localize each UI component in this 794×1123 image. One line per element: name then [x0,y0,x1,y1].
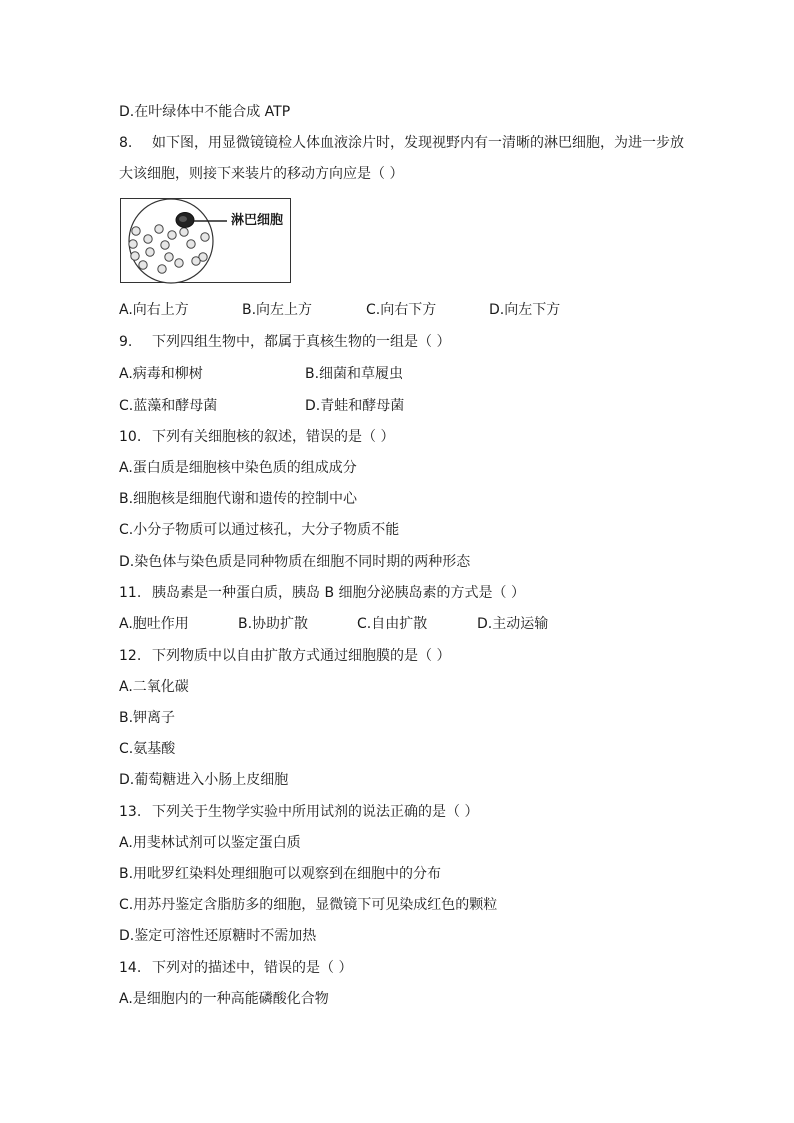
q8-stem-line2: 大该细胞，则接下来装片的移动方向应是（ ） [119,166,404,182]
q11-option-d: D.主动运输 [477,616,549,632]
q9-option-c: C.蓝藻和酵母菌 [119,398,218,414]
q9-stem-text: 下列四组生物中，都属于真核生物的一组是（ ） [152,334,451,350]
q11-option-c: C.自由扩散 [357,616,428,632]
microscope-field-drawing [121,199,292,284]
q10-option-b: B.细胞核是细胞代谢和遗传的控制中心 [119,491,358,507]
q7-option-d: D.在叶绿体中不能合成 ATP [119,104,291,120]
q11-stem-text: 胰岛素是一种蛋白质，胰岛 B 细胞分泌胰岛素的方式是（ ） [152,585,525,601]
figure-label-lymphocyte: 淋巴细胞 [231,213,284,228]
q14-option-a: A.是细胞内的一种高能磷酸化合物 [119,991,329,1007]
q8-option-b: B.向左上方 [242,302,313,318]
q13-option-c: C.用苏丹鉴定含脂肪多的细胞，显微镜下可见染成红色的颗粒 [119,897,498,913]
q12-option-d: D.葡萄糖进入小肠上皮细胞 [119,772,289,788]
q13-stem-text: 下列关于生物学实验中所用试剂的说法正确的是（ ） [152,804,479,820]
q14-stem-text: 下列对的描述中，错误的是（ ） [152,960,353,976]
microscope-field-figure [120,198,291,283]
q12-option-c: C.氨基酸 [119,741,176,757]
q12-stem-text: 下列物质中以自由扩散方式通过细胞膜的是（ ） [152,648,451,664]
lymphocyte [176,213,194,228]
q14-number: 14. [119,960,142,976]
q13-option-a: A.用斐林试剂可以鉴定蛋白质 [119,835,301,851]
q12-stem [119,647,450,665]
q12-number: 12. [119,648,142,664]
q11-option-b: B.协助扩散 [238,616,309,632]
q11-stem [119,584,525,602]
q9-stem [119,333,450,351]
q8-stem-text-1: 如下图，用显微镜镜检人体血液涂片时，发现视野内有一清晰的淋巴细胞，为进一步放 [152,135,684,151]
q14-stem [119,959,352,977]
q12-option-a: A.二氧化碳 [119,679,189,695]
q10-option-c: C.小分子物质可以通过核孔，大分子物质不能 [119,522,400,538]
q10-option-d: D.染色体与染色质是同种物质在细胞不同时期的两种形态 [119,554,471,570]
q8-option-a: A.向右上方 [119,302,189,318]
q13-number: 13. [119,804,142,820]
q8-option-d: D.向左下方 [489,302,561,318]
q11-option-a: A.胞吐作用 [119,616,189,632]
q10-stem-text: 下列有关细胞核的叙述，错误的是（ ） [152,429,395,445]
q11-number: 11. [119,585,142,601]
q10-number: 10. [119,429,142,445]
q9-number: 9. [119,334,133,350]
q9-option-a: A.病毒和柳树 [119,366,203,382]
q13-option-d: D.鉴定可溶性还原糖时不需加热 [119,928,317,944]
q8-option-c: C.向右下方 [366,302,437,318]
q10-option-a: A.蛋白质是细胞核中染色质的组成成分 [119,460,357,476]
q10-stem [119,428,394,446]
field-of-view-circle [129,199,213,283]
q9-option-d: D.青蛙和酵母菌 [305,398,405,414]
q13-stem [119,803,478,821]
q8-number: 8. [119,135,133,151]
q9-option-b: B.细菌和草履虫 [305,366,404,382]
q13-option-b: B.用吡罗红染料处理细胞可以观察到在细胞中的分布 [119,866,442,882]
q12-option-b: B.钾离子 [119,710,176,726]
q8-stem-line1 [119,134,684,152]
